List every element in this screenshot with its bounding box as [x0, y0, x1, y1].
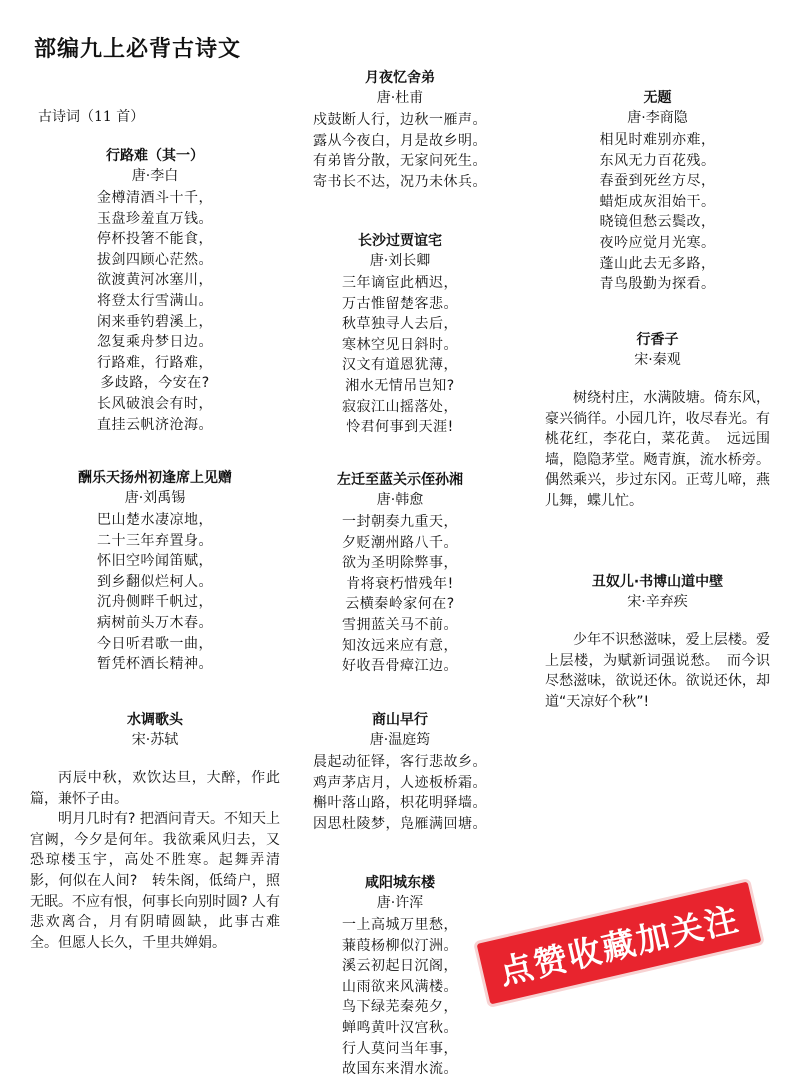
poem-line: 汉文有道恩犹薄， [342, 357, 458, 374]
poem-line: 溪云初起日沉阁， [342, 958, 458, 975]
poem-title: 酬乐天扬州初逢席上见赠 [78, 470, 232, 486]
poem-author: 宋·苏轼 [131, 732, 179, 748]
poem-author: 唐·刘禹锡 [124, 490, 186, 506]
poem-line: 拔剑四顾心茫然。 [97, 251, 213, 268]
poem-line: 怀旧空吟闻笛赋， [97, 553, 213, 570]
poem-line: 今日听君歌一曲， [97, 635, 213, 652]
poem-line: 槲叶落山路，枳花明驿墙。 [313, 795, 487, 812]
poem-line: 忽复乘舟梦日边。 [97, 334, 213, 351]
poem-line: 玉盘珍羞直万钱。 [97, 210, 213, 227]
poem-line: 蝉鸣黄叶汉宫秋。 [342, 1019, 458, 1036]
poem-paragraph: 少年不识愁滋味，爱上层楼。爱上层楼，为赋新词强说愁。 而今识尽愁滋味，欲说还休。欲说还休，却道“天凉好个秋”! [545, 632, 770, 710]
poem-line: 闲来垂钓碧溪上， [97, 313, 213, 330]
poem-line: 晓镜但愁云鬓改， [599, 214, 716, 231]
poem-prose [30, 768, 280, 953]
poem-shuidiaogetou [30, 710, 280, 953]
poem-line: 山雨欲来风满楼。 [342, 978, 458, 995]
section-label: 古诗词（11 首） [38, 109, 145, 125]
poem-line: 寄书长不达，况乃未休兵。 [313, 173, 487, 190]
poem-author: 唐·杜甫 [376, 90, 424, 106]
poem-line: 万古惟留楚客悲。 [342, 295, 458, 312]
poem-yueye [300, 68, 500, 192]
poem-line: 故国东来渭水流。 [342, 1061, 458, 1078]
poem-chou-letian [30, 468, 280, 675]
poem-title: 左迁至蓝关示侄孙湘 [337, 472, 463, 488]
poem-line: 相见时难别亦难， [599, 132, 716, 148]
poem-line: 巴山楚水凄凉地， [97, 512, 213, 528]
poem-title: 月夜忆舍弟 [365, 70, 435, 86]
poem-lines [300, 752, 500, 834]
poem-line: 直挂云帆济沧海。 [97, 416, 213, 433]
poem-lines [30, 510, 280, 675]
poem-line: 戍鼓断人行，边秋一雁声。 [313, 112, 487, 128]
poem-line: 金樽清酒斗十千， [97, 190, 213, 206]
poem-line: 肯将衰朽惜残年! [346, 575, 454, 592]
poem-title: 丑奴儿·书博山道中壁 [591, 574, 724, 590]
poem-line: 寂寂江山摇落处， [342, 398, 458, 415]
poem-title: 行香子 [636, 332, 679, 348]
poem-line: 好收吾骨瘴江边。 [342, 658, 458, 675]
poem-line: 一封朝奏九重天， [342, 514, 458, 530]
poem-line: 鸡声茅店月，人迹板桥霜。 [313, 774, 487, 791]
poem-line: 雪拥蓝关马不前。 [342, 616, 458, 633]
poem-line: 因思杜陵梦，凫雁满回塘。 [313, 815, 487, 832]
poem-changsha [300, 231, 500, 438]
poem-prose [545, 630, 770, 712]
poem-author: 宋·辛弃疾 [627, 594, 688, 610]
poem-lines [300, 273, 500, 438]
poem-line: 知汝远来应有意， [342, 637, 458, 654]
poem-line: 欲为圣明除弊事， [342, 555, 458, 572]
poem-paragraph: 树绕村庄，水满陂塘。倚东风，豪兴徜徉。小园几许，收尽春光。有桃花红，李花白，菜花黄。 远远围墙，隐隐茅堂。飏青旗，流水桥旁。偶然乘兴，步过东冈。正莺儿啼，燕儿舞，蝶儿忙。 [545, 390, 770, 509]
poem-shangshan [300, 710, 500, 834]
poem-author: 唐·温庭筠 [369, 732, 431, 748]
poem-paragraph: 明月几时有? 把酒问青天。不知天上宫阙，今夕是何年。我欲乘风归去，又恐琼楼玉宇，高处不胜寒。起舞弄清影，何似在人间? 转朱阁，低绮户，照无眠。不应有恨，何事长向别时圆? 人有悲欢离合，月有阴晴圆缺，此事古难全。但愿人长久，千里共婵娟。 [30, 811, 280, 951]
poem-line: 春蚕到死丝方尽， [599, 173, 716, 190]
poem-line: 有弟皆分散，无家问死生。 [313, 153, 487, 170]
poem-line: 云横秦岭家何在? [345, 596, 455, 613]
poem-line: 三年谪宦此栖迟， [342, 275, 458, 291]
poem-line: 蒹葭杨柳似汀洲。 [342, 937, 458, 954]
poem-author: 唐·李白 [131, 168, 179, 184]
like-follow-stamp: 点赞收藏加关注 [477, 882, 762, 1005]
poem-xingxiangzi [545, 330, 770, 512]
poem-line: 多歧路，今安在? [100, 375, 210, 392]
poem-author: 唐·李商隐 [627, 110, 688, 126]
poem-line: 长风破浪会有时， [97, 395, 213, 412]
poem-title: 无题 [643, 90, 672, 106]
poem-author: 宋·秦观 [634, 352, 681, 368]
poem-title: 行路难（其一） [106, 148, 204, 164]
poem-line: 一上高城万里愁， [342, 917, 458, 933]
poem-lines [30, 188, 280, 435]
poem-line: 鸟下绿芜秦苑夕， [342, 999, 458, 1016]
poem-lines [300, 110, 500, 192]
poem-line: 青鸟殷勤为探看。 [599, 276, 716, 293]
poem-author: 唐·刘长卿 [369, 253, 431, 269]
poem-line: 秋草独寻人去后， [342, 316, 458, 333]
poem-lines [545, 130, 770, 295]
poem-line: 蜡炬成灰泪始干。 [599, 193, 716, 210]
poem-title: 水调歌头 [127, 712, 183, 728]
poem-title: 长沙过贾谊宅 [358, 233, 442, 249]
poem-line: 行路难，行路难， [97, 354, 213, 371]
poem-xinglunan [30, 146, 280, 435]
poem-wuti [545, 88, 770, 295]
poem-lines [300, 512, 500, 677]
poem-line: 怜君何事到天涯! [346, 419, 454, 436]
poem-zuoqian [300, 470, 500, 677]
page-title: 部编九上必背古诗文 [34, 37, 242, 62]
poem-chounuer [545, 572, 770, 712]
poem-lines [300, 915, 500, 1080]
poem-line: 露从今夜白，月是故乡明。 [313, 132, 487, 149]
poem-author: 唐·韩愈 [376, 492, 424, 508]
poem-prose [545, 388, 770, 512]
poem-line: 沉舟侧畔千帆过， [97, 594, 213, 611]
poem-line: 蓬山此去无多路， [599, 255, 716, 272]
poem-line: 将登太行雪满山。 [97, 292, 213, 309]
poem-line: 到乡翻似烂柯人。 [97, 573, 213, 590]
poem-title: 商山早行 [372, 712, 428, 728]
poem-author: 唐·许浑 [376, 895, 424, 911]
poem-line: 湘水无情吊岂知? [345, 377, 455, 394]
poem-paragraph: 丙辰中秋，欢饮达旦，大醉，作此篇，兼怀子由。 [30, 770, 280, 807]
poem-line: 夕贬潮州路八千。 [342, 534, 458, 551]
poem-line: 二十三年弃置身。 [97, 532, 213, 549]
poem-line: 欲渡黄河冰塞川， [97, 272, 213, 289]
poem-title: 咸阳城东楼 [365, 875, 435, 891]
poem-line: 夜吟应觉月光寒。 [599, 234, 716, 251]
poem-line: 晨起动征铎，客行悲故乡。 [313, 754, 487, 770]
poem-line: 暂凭杯酒长精神。 [97, 656, 213, 673]
poem-line: 病树前头万木春。 [97, 614, 213, 631]
poem-line: 东风无力百花残。 [599, 152, 716, 169]
poem-xianyang [300, 873, 500, 1080]
poem-line: 行人莫问当年事， [342, 1040, 458, 1057]
poem-line: 停杯投箸不能食， [97, 231, 213, 248]
poem-line: 寒林空见日斜时。 [342, 336, 458, 353]
